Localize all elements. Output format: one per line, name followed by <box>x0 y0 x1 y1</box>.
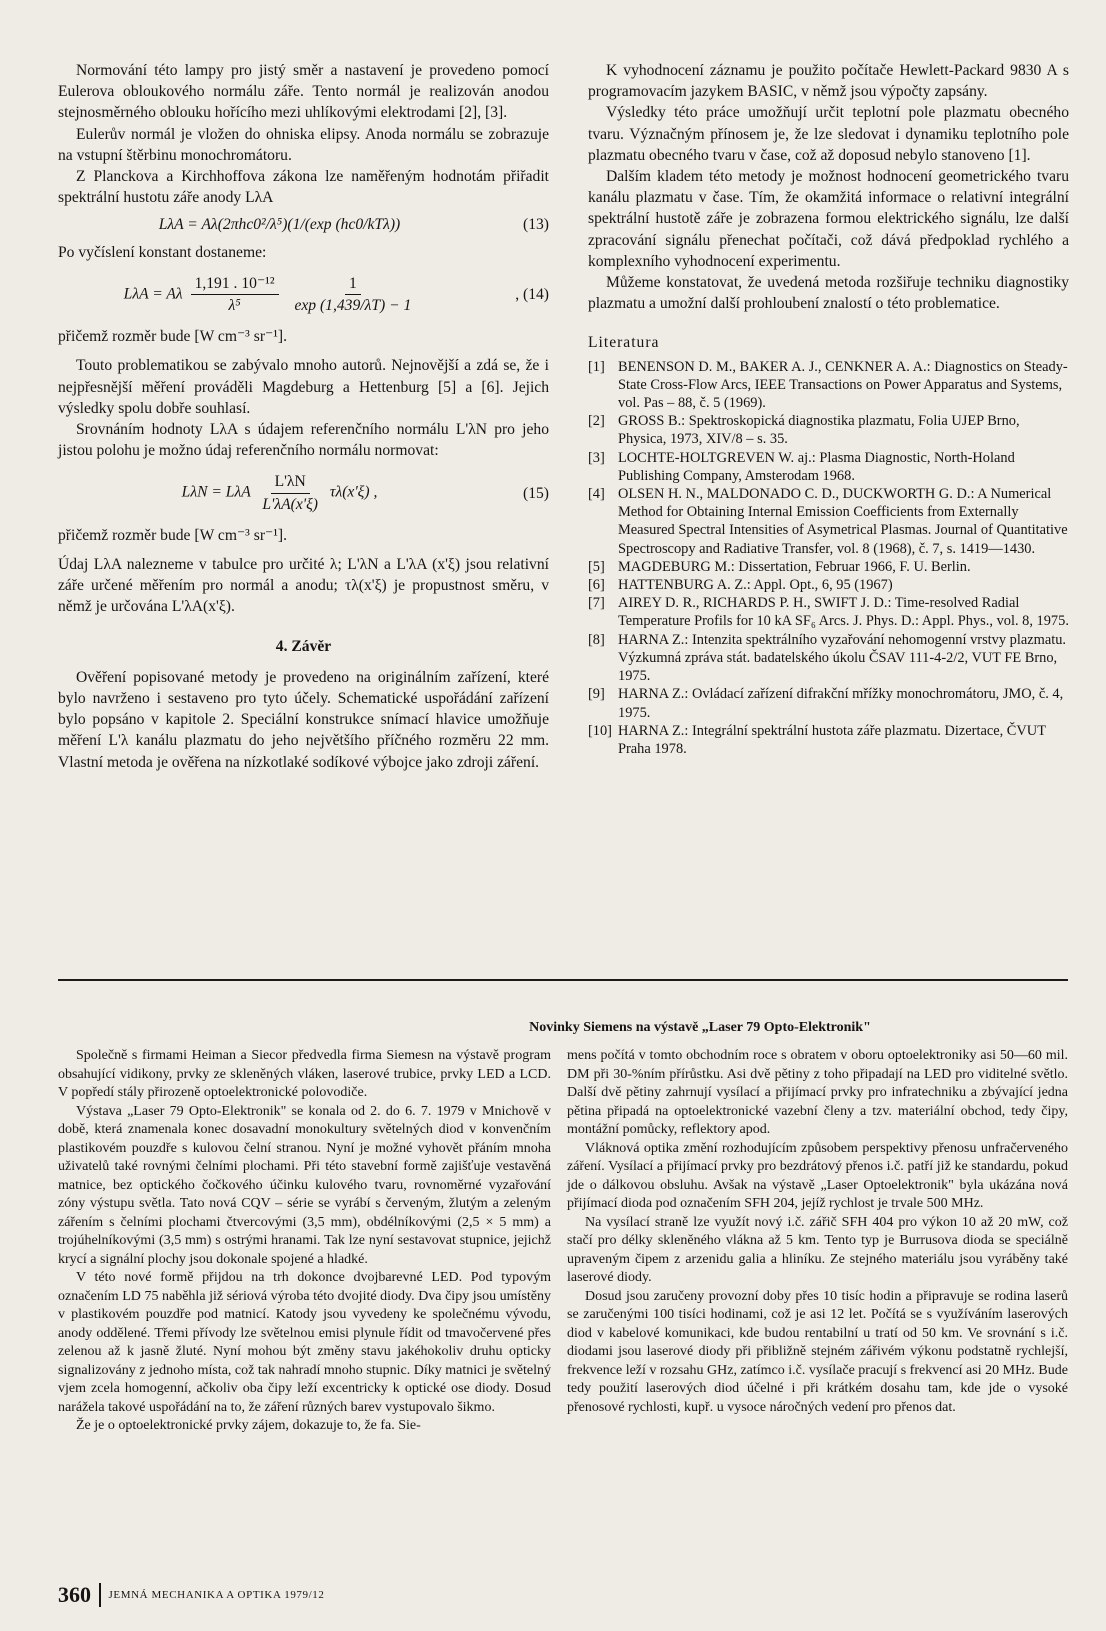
fraction-denominator: λ⁵ <box>228 297 241 315</box>
section-heading: 4. Závěr <box>275 637 332 655</box>
paragraph: Dalším kladem této metody je možnost hodnocení geometrického tvaru kanálu plazmatu v čase. Tím, že okamžitá informace o relativní integrální spektrální hustotě záře je zobrazena formou elektrického signálu, lze další zpracování signálu přenechat počítači, což dává předpoklad rychlého a komplexního vyhodnocení experimentu. <box>588 168 1069 270</box>
article-left-column <box>58 60 549 773</box>
page-number: 360 <box>58 1582 91 1607</box>
equation-body <box>58 471 501 514</box>
paragraph: Výsledky této práce umožňují určit teplotní pole plazmatu obecného tvaru. Význačným přínosem je, že lze sledovat i dynamiku teplotního pole plazmatu obecného tvaru v čase, což až doposud nebylo stanoveno [1]. <box>588 104 1069 164</box>
reference-text: BENENSON D. M., BAKER A. J., CENKNER A. A.: Diagnostics on Steady-State Cross-Flow Arcs, IEEE Transactions on Power Apparatus and Systems, vol. Pas – 88, č. 5 (1969). <box>618 358 1068 412</box>
reference-text: OLSEN H. N., MALDONADO C. D., DUCKWORTH G. D.: A Numerical Method for Obtaining Internal Emission Coefficients from Externally Measured Spectral Intensities of Asymetrical Plasmas. Journal of Quantitative Spectroscopy and Radiative Transfer, vol. 8 (1968), č. 7, s. 1419—1430. <box>618 486 1068 557</box>
equation-body: LλA = Aλ(2πhc0²/λ⁵)(1/(exp (hc0/kTλ)) <box>158 216 401 234</box>
reference-number: [1] <box>588 358 605 375</box>
fraction-numerator: 1,191 . 10⁻¹² <box>191 273 279 295</box>
footer-separator <box>99 1583 101 1607</box>
equation-body <box>58 273 485 316</box>
reference-item <box>588 722 1069 758</box>
reference-number: [7] <box>588 595 605 612</box>
reference-number: [10] <box>588 722 612 739</box>
reference-text: MAGDEBURG M.: Dissertation, Februar 1966, F. U. Berlin. <box>618 558 971 575</box>
equation-lhs: LλN = LλA <box>181 483 251 501</box>
equation-number: (13) <box>523 216 549 234</box>
reference-item <box>588 594 1069 630</box>
equation-number: (15) <box>523 484 549 502</box>
reference-text: AIREY D. R., RICHARDS P. H., SWIFT J. D.: Time-resolved Radial Temperature Profils for 10 kA SF₆ Arcs. J. Phys. D.: Appl. Phys., vol. 8, 1975. <box>618 595 1069 630</box>
journal-name: JEMNÁ MECHANIKA A OPTIKA 1979/12 <box>108 1589 325 1601</box>
paragraph: Že je o optoelektronické prvky zájem, dokazuje to, že fa. Sie- <box>76 1418 421 1433</box>
reference-number: [6] <box>588 577 605 594</box>
article-right-column <box>588 60 1069 758</box>
paragraph: přičemž rozměr bude [W cm⁻³ sr⁻¹]. <box>58 328 288 346</box>
paragraph: přičemž rozměr bude [W cm⁻³ sr⁻¹]. <box>58 526 288 544</box>
fraction-numerator: L'λN <box>271 471 310 493</box>
paragraph: K vyhodnocení záznamu je použito počítače Hewlett-Packard 9830 A s programovacím jazykem BASIC, v němž jsou výpočty zapsány. <box>588 62 1069 101</box>
paragraph: V této nové formě přijdou na trh dokonce dvojbarevné LED. Pod typovým označením LD 75 naběhla již sériová výroba této dvojité diody. Dva čipy jsou umístěny v plastikovém pouzdře pod matnicí. Katody jsou vyvedeny ke společnému vývodu, anody oddělené. Třemi přívody lze světelnou emisi plynule řídit od tmavočervené přes zelenou až k jasně žluté. Nyní mohou být změny stavu jakéhokoliv druhu opticky signalizovány z jednoho místa, což tak nahradí mnoho stupnic. Díky matnici je světelný vjem zcela homogenní, ačkoliv oba čipy leží excentricky k optické ose diody. Dosud narážela takové uspořádání na to, že záření různých barev vystupovalo šikmo. <box>58 1270 551 1415</box>
equation-13 <box>58 214 549 235</box>
paragraph: Srovnáním hodnoty LλA s údajem referenčního normálu L'λN pro jeho jistou polohu je možno údaj referenčního normálu normovat: <box>58 421 549 460</box>
paragraph: Po vyčíslení konstant dostaneme: <box>58 243 267 261</box>
reference-number: [3] <box>588 449 605 466</box>
fraction <box>191 273 279 316</box>
reference-text: HATTENBURG A. Z.: Appl. Opt., 6, 95 (1967) <box>618 577 893 594</box>
reference-item <box>588 685 1069 721</box>
paragraph: Výstava „Laser 79 Opto-Elektronik" se konala od 2. do 6. 7. 1979 v Mnichově v době, která znamenala konec dosavadní monokultury světelných diod v konvenčním plastikovém pouzdře s kulovou čelní stranou. Nyní je možné vyhovět přáním mnoha uživatelů také rovnými čelními plochami. Při této stavební formě zajišťuje vestavěná matnice, bez optického čočkového účinku kulového tvaru, rovnoměrné vyzařování zóny výstupu světla. Tato nová CQV – série se vyrábí s červeným, žlutým a zeleným zářením s čelními plochami čtvercovými (3,5 mm), obdélníkovými (2,5 × 5 mm) a trojúhelníkovými (3,5 mm) s ostrými hranami. Tak lze nyní sestavovat stupnice, jejichž krycí a signální plochy jsou dokonale spojené a hladké. <box>58 1103 551 1267</box>
fraction-numerator: 1 <box>345 273 361 295</box>
reference-text: LOCHTE-HOLTGREVEN W. aj.: Plasma Diagnostic, North-Holand Publishing Company, Amsterodam 1968. <box>618 449 1015 484</box>
fraction <box>290 273 415 316</box>
reference-item <box>588 558 1069 576</box>
paragraph: Z Planckova a Kirchhoffova zákona lze naměřeným hodnotám přiřadit spektrální hustotu záře anody LλA <box>58 168 549 207</box>
reference-number: [8] <box>588 631 605 648</box>
paragraph: Dosud jsou zaručeny provozní doby přes 10 tisíc hodin a připravuje se rodina laserů se zaručenými 100 tisíci hodinami, což je asi 12 let. Počítá se s využíváním laserových diod v kabelové komunikaci, kde budou rentabilní u tratí od 50 km. Ve srovnání s i.č. diodami jsou laserové diody při přibližně stejném zářivém výkonu podstatně rychlejší, frekvence leží v rozsahu GHz, zatímco i.č. vysílače pracují s frekvencí asi 20 MHz. Bude tedy použití laserových diod účelné i při krátkém dosahu tam, kde jde o vysoké přenosové rychlosti, kupř. u vysoce náročných vedení pro přenos dat. <box>567 1288 1068 1415</box>
paragraph: Touto problematikou se zabývalo mnoho autorů. Nejnovější a zdá se, že i nejpřesnější měření prováděli Magdeburg a Hettenburg [5] a [6]. Jejich výsledky spolu dobře souhlasí. <box>58 357 549 417</box>
fraction-denominator: exp (1,439/λT) − 1 <box>294 297 412 315</box>
reference-number: [4] <box>588 486 605 503</box>
reference-item <box>588 358 1069 413</box>
reference-item <box>588 412 1069 448</box>
paragraph: Můžeme konstatovat, že uvedená metoda rozšiřuje techniku diagnostiky plazmatu a umožní další prohloubení znalostí o této problematice. <box>588 274 1069 313</box>
fraction-denominator: L'λA(x'ξ) <box>262 495 318 513</box>
reference-item <box>588 576 1069 594</box>
paragraph: Normování této lampy pro jistý směr a nastavení je provedeno pomocí Eulerova obloukového normálu záře. Tento normál je realizován anodou stejnosměrného oblouku hořícího mezi uhlíkovými elektrodami [2], [3]. <box>58 62 549 122</box>
reference-number: [9] <box>588 686 605 703</box>
reference-text: HARNA Z.: Intenzita spektrálního vyzařování nehomogenní vrstvy plazmatu. Výzkumná zpráva stát. badatelského úkolu ČSAV 111-4-2/2, VUT FE Brno, 1975. <box>618 631 1066 685</box>
paragraph: Společně s firmami Heiman a Siecor předvedla firma Siemesn na výstavě program obsahující vidikony, prvky ze skleněných vláken, laserové trubice, prvky LED a LCD. V popředí stály přirozeně optoelektronické polovodiče. <box>58 1048 551 1100</box>
equation-15 <box>58 471 549 514</box>
news-title: Novinky Siemens na výstavě „Laser 79 Opto-Elektronik" <box>529 1020 871 1035</box>
equation-lhs: LλA = Aλ <box>123 285 183 303</box>
paragraph: mens počítá v tomto obchodním roce s obratem v oboru optoelektroniky asi 50—60 mil. DM při 30-%ním přírůstku. Asi dvě pětiny z toho připadají na LED pro viditelné světlo. Další dvě pětiny zahrnují vysílací a přijímací prvky pro infratechniku a zbývající jedna pětina připadá na optoelektronické vazební členy a tzv. materiální obchod, tedy čipy, montážní pomůcky, reflektory apod. <box>567 1048 1068 1137</box>
reference-text: HARNA Z.: Integrální spektrální hustota záře plazmatu. Dizertace, ČVUT Praha 1978. <box>618 722 1046 757</box>
equation-rhs: τλ(x'ξ) , <box>329 483 378 501</box>
paragraph: Na vysílací straně lze využít nový i.č. zářič SFH 404 pro výkon 10 až 20 mW, což stačí pro délky skleněného vlákna až 5 km. Tento typ je Burrusova dioda se speciálně upraveným čipem z arzenidu galia a hliníku. Ze stejného materiálu jsou vyráběny také laserové diody. <box>567 1214 1068 1285</box>
reference-text: HARNA Z.: Ovládací zařízení difrakční mřížky monochromátoru, JMO, č. 4, 1975. <box>618 686 1064 721</box>
reference-item <box>588 631 1069 686</box>
equation-number: , (14) <box>515 285 549 303</box>
equation-14 <box>58 273 549 316</box>
reference-list <box>588 358 1069 758</box>
reference-text: GROSS B.: Spektroskopická diagnostika plazmatu, Folia UJEP Brno, Physica, 1973, XIV/8 – s. 35. <box>618 413 1020 448</box>
news-left-column <box>58 1047 551 1436</box>
reference-number: [2] <box>588 413 605 430</box>
reference-item <box>588 449 1069 485</box>
paragraph: Údaj LλA nalezneme v tabulce pro určité λ; L'λN a L'λA (x'ξ) jsou relativní záře určené měřením pro normál a anodu; τλ(x'ξ) je propustnost směru, v němž je určována L'λA(x'ξ). <box>58 556 549 616</box>
section-divider <box>58 979 1068 981</box>
news-right-column <box>567 1047 1068 1417</box>
page-footer <box>58 1582 325 1608</box>
paragraph: Eulerův normál je vložen do ohniska elipsy. Anoda normálu se zobrazuje na vstupní štěrbinu monochromátoru. <box>58 125 549 164</box>
reference-number: [5] <box>588 558 605 575</box>
reference-item <box>588 485 1069 558</box>
literature-heading: Literatura <box>588 334 660 352</box>
fraction <box>258 471 322 514</box>
paragraph: Vláknová optika změní rozhodujícím způsobem perspektivy přenosu unfračerveného záření. Vysílací a přijímací prvky pro bezdrátový přenos i.č. patří již ke standardu, pokud jde o dálkovou obsluhu. Avšak na výstavě „Laser Optoelektronik" byla ukázána nová přijímací dioda pod označením SFH 204, jejíž rychlost je trvale 500 MHz. <box>567 1140 1068 1211</box>
paragraph: Ověření popisované metody je provedeno na originálním zařízení, které bylo navrženo i sestaveno pro tyto účely. Schematické uspořádání zařízení bylo popsáno v kapitole 2. Speciální konstrukce snímací hlavice umožňuje měření L'λ kanálu plazmatu do jeho největšího příčného rozměru 22 mm. Vlastní metoda je ověřena na nízkotlaké sodíkové výbojce jako zdroji záření. <box>58 668 549 771</box>
